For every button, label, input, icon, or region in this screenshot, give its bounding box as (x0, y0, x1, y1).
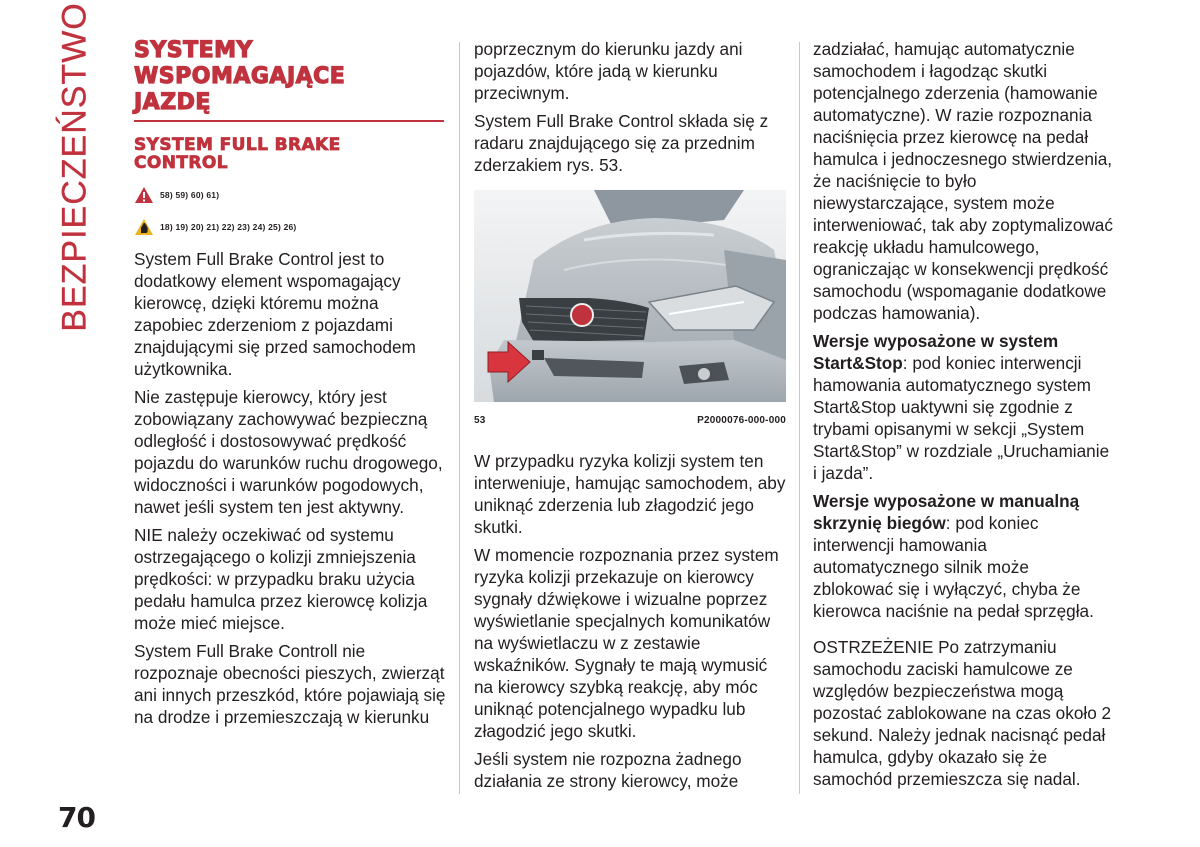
paragraph: zadziałać, hamując automatycznie samochodem i łagodząc skutki potencjalnego zderzenia (hamowanie automatyczne). W razie rozpoznania naciśnięcia przez kierowcę na pedał hamulca i jednoczesnego stwierdzenia, że naciśnięcie to było niewystarczające, system może interweniować, tak aby zoptymalizować reakcję układu hamulcowego, ograniczając w konsekwencji prędkość samochodu (wspomaganie dodatkowe podczas hamowania). (813, 39, 1113, 323)
figure-code: P2000076-000-000 (697, 415, 786, 426)
warning-paragraph: OSTRZEŻENIE Po zatrzymaniu samochodu zaciski hamulcowe ze względów bezpieczeństwa mogą pozostać zablokowane na czas około 2 sekund. Należy jednak nacisnąć pedał hamulca, gdyby okazało się że samochód przemieszcza się nadal. (813, 637, 1112, 789)
chapter-side-title (30, 2, 120, 332)
heading-rule (134, 120, 444, 122)
column-divider-1 (459, 42, 460, 794)
paragraph: Jeśli system nie rozpozna żadnego działania ze strony kierowcy, może (474, 749, 742, 791)
paragraph: NIE należy oczekiwać od systemu ostrzegającego o kolizji zmniejszenia prędkości: w przypadku braku użycia pedału hamulca przez kierowcę kolizja może mieć miejsce. (134, 525, 428, 633)
caution-refs[interactable]: 18) 19) 20) 21) 22) 23) 24) 25) 26) (160, 222, 297, 232)
figure-number: 53 (474, 415, 486, 426)
subsection-heading-line-2: CONTROL (134, 153, 228, 173)
page-number: 70 (58, 801, 95, 834)
car-front-illustration (474, 190, 786, 402)
start-stop-label: Wersje wyposażone w system Start&Stop (813, 331, 1059, 373)
manual-gearbox-paragraph (813, 490, 1113, 622)
manual-gearbox-text: : pod koniec interwencji hamowania automatycznego silnik może zblokować się i wyłączyć, chyba że kierowca naciśnie na pedał sprzęgła. (813, 513, 1094, 621)
warning-reference-row (134, 184, 446, 206)
warning-refs[interactable]: 58) 59) 60) 61) (160, 190, 220, 200)
paragraph: W momencie rozpoznania przez system ryzyka kolizji przekazuje on kierowcy sygnały dźwiękowe i wizualne poprzez wyświetlanie specjalnych komunikatów na wyświetlaczu w z zestawie wskaźników. Sygnały te mają wymusić na kierowcy szybką reakcję, aby móc uniknąć potencjalnego wypadku lub złagodzić jego skutki. (474, 545, 779, 741)
column-divider-2 (799, 42, 800, 794)
figure-caption (474, 410, 786, 432)
section-heading-line-1: SYSTEMY (134, 38, 253, 63)
car-front-figure (474, 190, 786, 402)
start-stop-text: : pod koniec interwencji hamowania automatycznego system Start&Stop uaktywni się zgodnie z trybami opisanymi w sekcji „System Start&Stop” w rozdziale „Uruchamianie i jazda”. (813, 353, 1110, 483)
column-2 (474, 38, 786, 798)
subsection-heading (134, 136, 446, 172)
paragraph: poprzecznym do kierunku jazdy ani pojazdów, które jadą w kierunku przeciwnym. (474, 39, 743, 103)
paragraph: System Full Brake Control jest to dodatkowy element wspomagający kierowcę, dzięki któremu można zapobiec zderzeniom z pojazdami znajdującymi się przed samochodem użytkownika. (134, 249, 416, 379)
caution-hand-icon (134, 218, 154, 236)
paragraph: System Full Brake Control składa się z radaru znajdującego się za przednim zderzakiem rys. 53. (474, 111, 769, 175)
column-3 (813, 38, 1113, 796)
section-heading-line-2: WSPOMAGAJĄCE (134, 64, 346, 89)
chapter-side-title-text: BEZPIECZEŃSTWO (55, 2, 94, 332)
warning-triangle-icon (134, 186, 154, 204)
caution-reference-row (134, 216, 446, 238)
section-heading (134, 40, 446, 118)
manual-gearbox-label: Wersje wyposażone w manualną skrzynię biegów (813, 491, 1080, 533)
start-stop-paragraph (813, 330, 1113, 484)
section-heading-line-3: JAZDĘ (134, 90, 211, 115)
paragraph: W przypadku ryzyka kolizji system ten interweniuje, hamując samochodem, aby uniknąć zderzenia lub złagodzić jego skutki. (474, 451, 786, 537)
paragraph: System Full Brake Controll nie rozpoznaje obecności pieszych, zwierząt ani innych przeszkód, które pojawiają się na drodze i przemieszczają w kierunku (134, 641, 446, 727)
column-1 (134, 40, 446, 734)
subsection-heading-line-1: SYSTEM FULL BRAKE (134, 135, 341, 155)
paragraph: Nie zastępuje kierowcy, który jest zobowiązany zachowywać bezpieczną odległość i dostosowywać prędkość pojazdu do warunków ruchu drogowego, widoczności i warunków pogodowych, nawet jeśli system ten jest aktywny. (134, 387, 443, 517)
